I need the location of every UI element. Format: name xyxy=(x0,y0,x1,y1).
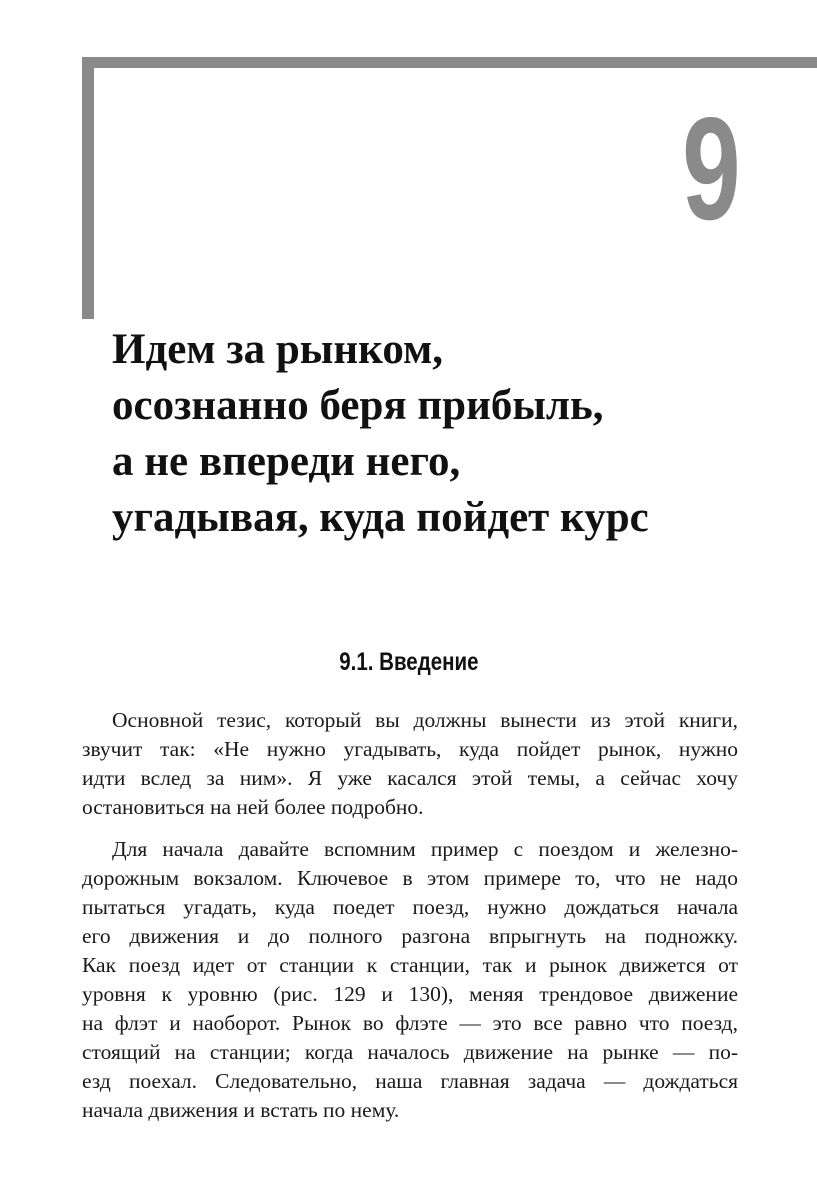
paragraph-line: уровня к уровню (рис. 129 и 130), меняя трендовое движение xyxy=(82,982,738,1006)
chapter-title xyxy=(112,322,802,546)
paragraph-line: идти вслед за ним». Я уже касался этой темы, а сейчас хочу xyxy=(82,766,738,790)
paragraph-line: Для начала давайте вспомним пример с поездом и железно- xyxy=(112,837,738,861)
chapter-frame-left-rule xyxy=(82,57,94,319)
paragraph xyxy=(82,706,738,822)
paragraph-line: остановиться на ней более подробно. xyxy=(82,795,424,819)
paragraph-line: начала движения и встать по нему. xyxy=(82,1098,400,1122)
paragraph-line: его движения и до полного разгона впрыгнуть на подножку. xyxy=(82,924,738,948)
section-heading xyxy=(0,646,817,678)
paragraph xyxy=(82,835,738,1125)
paragraph-line: дорожным вокзалом. Ключевое в этом примере то, что не надо xyxy=(82,866,738,890)
chapter-title-line: угадывая, куда пойдет курс xyxy=(112,494,649,541)
body-text xyxy=(82,706,738,1138)
paragraph-line: стоящий на станции; когда началось движение на рынке — по- xyxy=(82,1040,738,1064)
chapter-frame-top-rule xyxy=(82,57,817,68)
chapter-title-line: осознанно беря прибыль, xyxy=(112,382,604,429)
paragraph-line: звучит так: «Не нужно угадывать, куда пойдет рынок, нужно xyxy=(82,737,738,761)
paragraph-line: на флэт и наоборот. Рынок во флэте — это все равно что поезд, xyxy=(82,1011,738,1035)
section-heading-text: 9.1. Введение xyxy=(338,648,479,676)
paragraph-line: езд поехал. Следовательно, наша главная задача — дождаться xyxy=(82,1069,738,1093)
paragraph-line: Основной тезис, который вы должны вынести из этой книги, xyxy=(112,708,738,732)
chapter-title-line: а не впереди него, xyxy=(112,438,461,485)
chapter-title-line: Идем за рынком, xyxy=(112,326,444,373)
paragraph-line: пытаться угадать, куда поедет поезд, нужно дождаться начала xyxy=(82,895,738,919)
chapter-number: 9 xyxy=(681,87,739,250)
paragraph-line: Как поезд идет от станции к станции, так и рынок движется от xyxy=(82,953,738,977)
